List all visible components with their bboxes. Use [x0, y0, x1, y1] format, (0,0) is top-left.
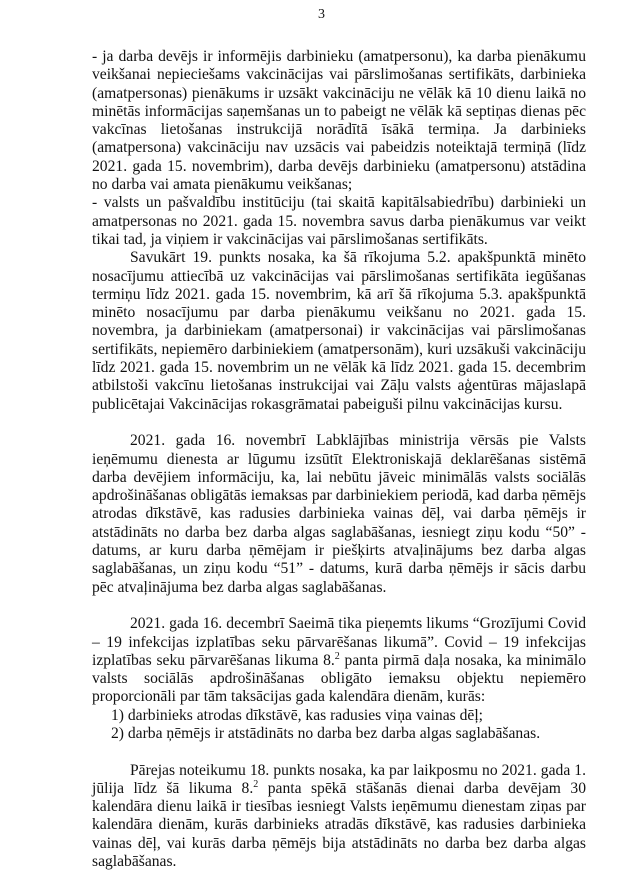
list-item: 1) darbinieks atrodas dīkstāvē, kas radusies viņa vainas dēļ; — [111, 706, 483, 724]
list-item: 2) darba ņēmējs ir atstādināts no darba bez darba algas saglabāšanas. — [111, 724, 541, 742]
superscript: 2 — [253, 778, 259, 790]
text-segment: 2021. gada 16. decembrī Saeimā tika pieņemts likums “Grozījumi Covid – 19 infekcijas izplatības seku pārvarēšanas likumā”. Covid – 19 infekcijas izplatības seku pārvarēšanas likuma 8. — [92, 615, 586, 669]
paragraph-saeima-law — [92, 615, 586, 706]
paragraph-spacer — [92, 597, 586, 615]
superscript: 2 — [334, 650, 340, 662]
document-body — [92, 48, 586, 871]
paragraph-ministry-request: 2021. gada 16. novembrī Labklājības ministrija vērsās pie Valsts ieņēmumu dienesta ar lūgumu izsūtīt Elektroniskajā deklarēšanas sistēmā darba devējiem informāciju, ka, lai nebūtu jāveic minimālās valsts sociālās apdrošināšanas obligātās iemaksas par darbiniekiem periodā, kad darba ņēmējs atrodas dīkstāvē, kas radusies darbinieka vainas dēļ, vai darba ņēmējs ir atstādināts no darba bez darba algas saglabāšanas, iesniegt ziņu kodu “50” - datums, ar kuru darba ņēmējam ir piešķirts atvaļinājums bez darba algas saglabāšanas, un ziņu kodu “51” - datums, kurā darba ņēmējs ir sācis darbu pēc atvaļinājuma bez darba algas saglabāšanas. — [92, 432, 586, 596]
paragraph-transitional-provisions — [92, 762, 586, 871]
bullet-paragraph-employer-informed: - ja darba devējs ir informējis darbinieku (amatpersonu), ka darba pienākumu veikšanai nepieciešams vakcinācijas vai pārslimošanas sertifikāts, darbinieka (amatpersonas) pienākums ir uzsākt vakcināciju ne vēlāk kā 10 dienu laikā no minētās informācijas saņemšanas un to pabeigt ne vēlāk kā septiņas dienas pēc vakcīnas lietošanas instrukcijā norādītā īsākā termiņa. Ja darbinieks (amatpersona) vakcināciju nav uzsācis vai pabeidzis noteiktajā termiņā (līdz 2021. gada 15. novembrim), darba devējs darbinieku (amatpersonu) atstādina no darba vai amata pienākumu veikšanas; — [92, 48, 586, 194]
text-segment: panta spēkā stāšanās dienai darba devējam 30 kalendāra dienu laikā ir tiesības iesniegt Valsts ieņēmumu dienestam ziņas par kalendāra dienām, kurās darbinieks atradās dīkstāvē, kas radusies darbinieka vainas dēļ, vai kurās darba ņēmējs bija atstādināts no darba bez darba algas saglabāšanas. — [92, 779, 586, 871]
paragraph-spacer — [92, 743, 586, 761]
bullet-paragraph-state-institutions: - valsts un pašvaldību institūciju (tai skaitā kapitālsabiedrību) darbinieki un amatpersonas no 2021. gada 15. novembra savus darba pienākumus var veikt tikai tad, ja viņiem ir vakcinācijas vai pārslimošanas sertifikāts. — [92, 194, 586, 248]
text-segment: panta pirmā daļa nosaka, ka minimālo valsts sociālās apdrošināšanas obligāto iemaksu objektu nepiemēro proporcionāli par tām taksācijas gada kalendāra dienām, kurās: — [92, 651, 586, 706]
page-number: 3 — [318, 7, 325, 22]
text-segment: Pārejas noteikumu 18. punkts nosaka, ka par laikposmu no 2021. gada 1. jūlija līdz šā likuma 8. — [92, 761, 586, 797]
paragraph-spacer — [92, 414, 586, 432]
paragraph-point-19: Savukārt 19. punkts nosaka, ka šā rīkojuma 5.2. apakšpunktā minēto nosacījumu attiecībā uz vakcinācijas vai pārslimošanas sertifikāta iegūšanas termiņu līdz 2021. gada 15. novembrim, kā arī šā rīkojuma 5.3. apakšpunktā minēto nosacījumu par darba pienākumu veikšanu no 2021. gada 15. novembra, ja darbiniekam (amatpersonai) ir vakcinācijas vai pārslimošanas sertifikāts, nepiemēro darbiniekiem (amatpersonām), kuri uzsākuši vakcināciju līdz 2021. gada 15. novembrim un ne vēlāk kā līdz 2021. gada 15. decembrim atbilstoši vakcīnu lietošanas instrukcijai vai Zāļu valsts aģentūras mājaslapā publicētajai Vakcinācijas rokasgrāmatai pabeiguši pilnu vakcinācijas kursu. — [92, 249, 586, 413]
